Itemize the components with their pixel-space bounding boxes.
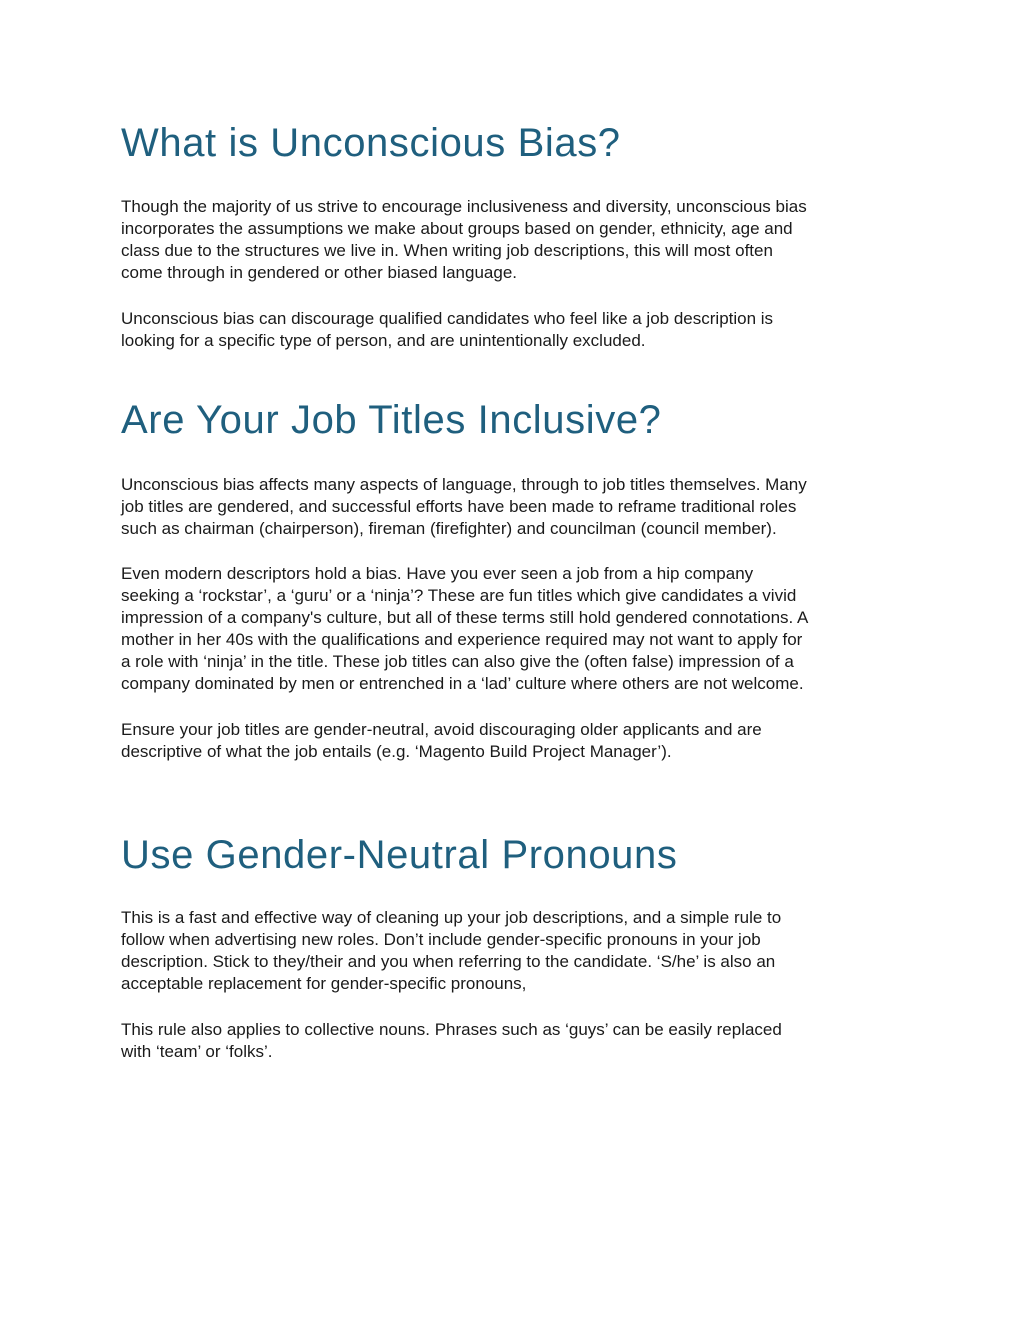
- paragraph: [121, 196, 807, 284]
- text-line: This rule also applies to collective nouns. Phrases such as ‘guys’ can be easily replaced: [121, 1020, 782, 1039]
- paragraph: [121, 474, 807, 540]
- text-line: looking for a specific type of person, and are unintentionally excluded.: [121, 331, 646, 350]
- paragraph: [121, 719, 762, 763]
- text-line: This is a fast and effective way of cleaning up your job descriptions, and a simple rule to: [121, 908, 782, 927]
- section-heading-job-titles: Are Your Job Titles Inclusive?: [121, 398, 662, 442]
- text-line: company dominated by men or entrenched in a ‘lad’ culture where others are not welcome.: [121, 674, 804, 693]
- text-line: class due to the structures we live in. When writing job descriptions, this will most often: [121, 241, 773, 260]
- paragraph: [121, 1019, 782, 1063]
- text-line: descriptive of what the job entails (e.g. ‘Magento Build Project Manager’).: [121, 742, 672, 761]
- text-line: Even modern descriptors hold a bias. Have you ever seen a job from a hip company: [121, 564, 754, 583]
- text-line: such as chairman (chairperson), fireman (firefighter) and councilman (council member).: [121, 519, 777, 538]
- text-line: follow when advertising new roles. Don’t include gender-specific pronouns in your job: [121, 930, 761, 949]
- section-heading-pronouns: Use Gender-Neutral Pronouns: [121, 833, 678, 877]
- text-line: seeking a ‘rockstar’, a ‘guru’ or a ‘ninja’? These are fun titles which give candidates a vivid: [121, 586, 797, 605]
- paragraph: [121, 907, 781, 995]
- text-line: mother in her 40s with the qualifications and experience required may not want to apply for: [121, 630, 803, 649]
- text-line: Unconscious bias can discourage qualified candidates who feel like a job description is: [121, 309, 774, 328]
- section-heading-unconscious-bias: What is Unconscious Bias?: [121, 121, 621, 165]
- text-line: come through in gendered or other biased language.: [121, 263, 518, 282]
- text-line: description. Stick to they/their and you when referring to the candidate. ‘S/he’ is also an: [121, 952, 776, 971]
- text-line: job titles are gendered, and successful efforts have been made to reframe traditional roles: [121, 497, 797, 516]
- text-line: incorporates the assumptions we make about groups based on gender, ethnicity, age and: [121, 219, 793, 238]
- text-line: Unconscious bias affects many aspects of language, through to job titles themselves. Many: [121, 475, 807, 494]
- text-line: acceptable replacement for gender-specific pronouns,: [121, 974, 527, 993]
- text-line: Though the majority of us strive to encourage inclusiveness and diversity, unconscious bias: [121, 197, 807, 216]
- text-line: impression of a company's culture, but all of these terms still hold gendered connotations. A: [121, 608, 809, 627]
- paragraph: [121, 563, 808, 695]
- text-line: Ensure your job titles are gender-neutral, avoid discouraging older applicants and are: [121, 720, 762, 739]
- text-line: a role with ‘ninja’ in the title. These job titles can also give the (often false) impression of a: [121, 652, 794, 671]
- paragraph: [121, 308, 773, 352]
- text-line: with ‘team’ or ‘folks’.: [121, 1042, 273, 1061]
